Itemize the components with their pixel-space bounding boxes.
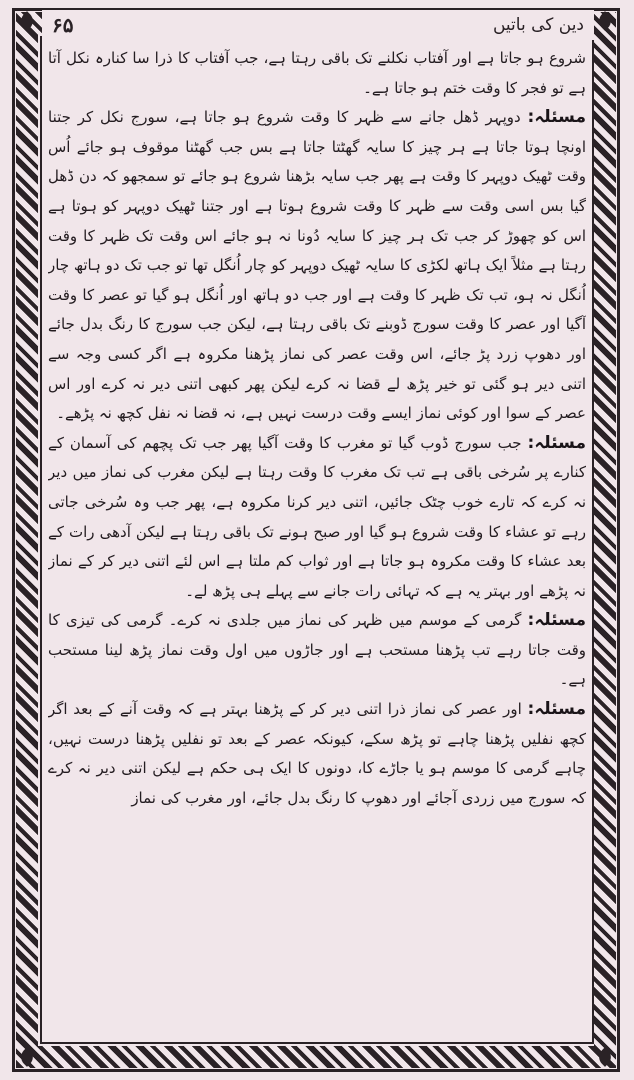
paragraph-text: دوپہر ڈھل جانے سے ظہر کا وقت شروع ہو جاتا ہے، سورج نکل کر جتنا اونچا ہوتا جاتا ہے ہر چیز کا سایہ گھٹتا جاتا ہے بس جب گھٹنا موقوف ہو جائے اُس وقت ٹھیک دوپہر کا وقت ہے پھر جب سایہ بڑھنا شروع ہو جائے تو سمجھو کہ دن ڈھل گیا بس اسی وقت سے ظہر کا وقت شروع ہوتا ہے اور جتنا ٹھیک دوپہر کو ہوتا ہے اس کو چھوڑ کر جب تک ہر چیز کا سایہ دُونا نہ ہو جائے اس وقت تک ظہر کا وقت رہتا ہے مثلاً ایک ہاتھ لکڑی کا سایہ ٹھیک دوپہر کو چار اُنگل تھا تو جب تک دو ہاتھ چار اُنگل نہ ہو، تب تک ظہر کا وقت ہے اور جب دو ہاتھ اور اُنگل ہو گیا تو عصر کا وقت آگیا اور عصر کا وقت سورج ڈوبنے تک باقی رہتا ہے، لیکن جب سورج کا رنگ بدل جائے اور دھوپ زرد پڑ جائے، اس وقت عصر کی نماز پڑھنا مکروہ ہے اگر کسی وجہ سے اتنی دیر ہو گئی تو خیر پڑھ لے قضا نہ کرے لیکن پھر کبھی اتنی دیر نہ کرے اور اس عصر کے سوا اور کوئی نماز ایسے وقت درست نہیں ہے، نہ قضا نہ نفل کچھ نہ پڑھے۔ bbox=[48, 108, 586, 423]
paragraph-label: مسئلہ: bbox=[527, 610, 586, 631]
paragraph bbox=[48, 44, 586, 103]
paragraph-label: مسئلہ: bbox=[527, 432, 586, 453]
paragraph bbox=[48, 695, 586, 813]
paragraph-text: جب سورج ڈوب گیا تو مغرب کا وقت آگیا پھر جب تک پچھم کی آسمان کے کنارے پر سُرخی باقی ہے تب تک مغرب کا وقت رہتا ہے لیکن مغرب کی نماز میں دیر نہ کرے کہ تارے خوب چٹک جائیں، اتنی دیر کرنا مکروہ ہے، پھر جب وہ سُرخی جاتی رہے تو عشاء کا وقت شروع ہو گیا اور صبح ہونے تک باقی رہتا ہے لیکن آدھی رات کے بعد عشاء کا وقت مکروہ ہو جاتا ہے اور ثواب کم ملتا ہے اس لئے اتنی دیر کر کے نماز نہ پڑھے اور بہتر یہ ہے کہ تہائی رات جانے سے پہلے ہی پڑھ لے۔ bbox=[48, 433, 586, 600]
running-title: دین کی باتیں bbox=[492, 15, 584, 35]
body-text bbox=[48, 44, 586, 1034]
paragraph-text: شروع ہو جاتا ہے اور آفتاب نکلنے تک باقی رہتا ہے، جب آفتاب کا ذرا سا کنارہ نکل آتا ہے تو فجر کا وقت ختم ہو جاتا ہے۔ bbox=[48, 49, 586, 97]
paragraph bbox=[48, 103, 586, 429]
paragraph bbox=[48, 429, 586, 607]
paragraph-text: گرمی کے موسم میں ظہر کی نماز میں جلدی نہ کرے۔ گرمی کی تیزی کا وقت جاتا رہے تب پڑھنا مستحب ہے اور جاڑوں میں اول وقت نماز پڑھ لینا مستحب ہے۔ bbox=[48, 611, 586, 689]
paragraph-text: اور عصر کی نماز ذرا اتنی دیر کر کے پڑھنا بہتر ہے کہ وقت آنے کے بعد اگر کچھ نفلیں پڑھنا چاہے تو پڑھ سکے، کیونکہ عصر کے بعد تو نفلیں پڑھنا درست نہیں، چاہے گرمی کا موسم ہو یا جاڑے کا، دونوں کا ایک ہی حکم ہے لیکن اتنی دیر نہ کرے کہ سورج میں زردی آجائے اور دھوپ کا رنگ بدل جائے، اور مغرب کی نماز bbox=[48, 700, 586, 807]
paragraph-label: مسئلہ: bbox=[527, 107, 586, 128]
page-number: ۶۵ bbox=[52, 13, 74, 37]
paragraph-label: مسئلہ: bbox=[527, 699, 586, 720]
page-header bbox=[42, 10, 594, 40]
paragraph bbox=[48, 606, 586, 695]
